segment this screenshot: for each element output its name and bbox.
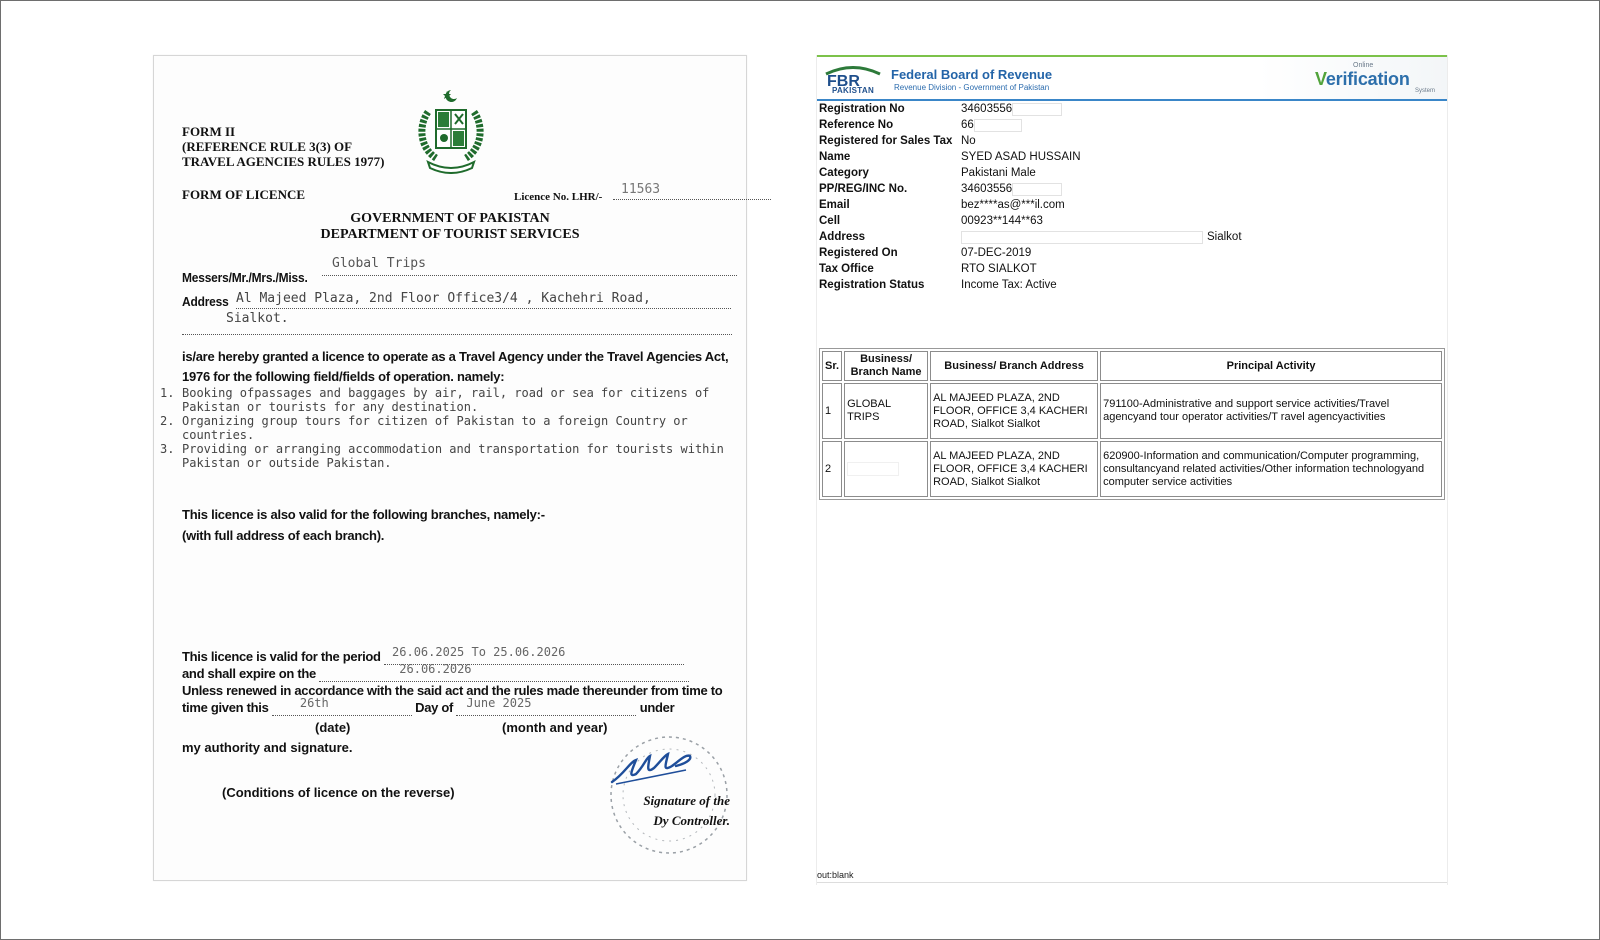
info-row-address <box>819 229 1439 245</box>
branches-note: (with full address of each branch). <box>182 528 385 543</box>
fbr-logo-icon <box>823 63 883 87</box>
info-row-email <box>819 197 1439 213</box>
info-label: Name <box>819 151 851 163</box>
name-value: SYED ASAD HUSSAIN <box>961 151 1081 163</box>
licensee-name: Global Trips <box>322 256 737 276</box>
cell-sr: 2 <box>822 441 842 497</box>
info-value <box>961 229 1242 245</box>
info-row-cell <box>819 213 1439 229</box>
info-label: Category <box>819 167 869 179</box>
licensee-address <box>226 289 756 329</box>
column-header-principal-activity: Principal Activity <box>1100 351 1442 381</box>
expiry-row <box>182 662 742 682</box>
form-heading-line: FORM II <box>182 124 236 139</box>
fields-of-operation-list <box>160 386 740 470</box>
redaction-mask <box>847 462 899 476</box>
info-label: Cell <box>819 215 841 227</box>
form-heading-line: TRAVEL AGENCIES RULES 1977) <box>182 154 385 169</box>
verification-check-v: V <box>1315 69 1326 89</box>
sales-tax-value: No <box>961 135 976 147</box>
under-label: under <box>639 700 675 715</box>
table-row <box>822 441 1442 497</box>
given-label: time given this <box>182 700 269 715</box>
signature-line: Signature of the <box>643 793 730 808</box>
category-value: Pakistani Male <box>961 167 1036 179</box>
given-day-value: 26th <box>299 696 329 710</box>
expire-value: 26.06.2026 <box>399 662 472 676</box>
info-row-name <box>819 149 1439 165</box>
browser-footer-url: out:blank <box>817 870 854 880</box>
table-row <box>822 383 1442 439</box>
valid-period-value: 26.06.2025 To 25.06.2026 <box>392 645 566 659</box>
info-value <box>961 101 1062 117</box>
verification-online-label: Online <box>1353 62 1374 69</box>
footer-divider <box>817 882 1447 883</box>
field-item <box>160 414 740 442</box>
table-header-row <box>822 351 1442 381</box>
info-label: Tax Office <box>819 263 874 275</box>
field-item <box>160 386 740 414</box>
registration-no-value: 34603556 <box>961 103 1013 115</box>
reference-no-value: 66 <box>961 119 974 131</box>
cell-branch-name: GLOBAL TRIPS <box>844 383 928 439</box>
info-row-registered-on <box>819 245 1439 261</box>
conditions-note: (Conditions of licence on the reverse) <box>222 785 455 800</box>
branches-statement <box>182 504 545 546</box>
day-of-label: Day of <box>415 700 454 715</box>
info-row-tax-office <box>819 261 1439 277</box>
info-row-pp-reg-inc <box>819 181 1439 197</box>
pakistan-emblem-icon <box>414 86 488 174</box>
fbr-subtitle: Revenue Division - Government of Pakistan <box>894 83 1050 92</box>
verification-system-label: System <box>1414 88 1435 94</box>
tax-office-value: RTO SIALKOT <box>961 263 1037 275</box>
department-line: DEPARTMENT OF TOURIST SERVICES <box>320 227 580 242</box>
field-item <box>160 442 740 470</box>
column-header-branch-address: Business/ Branch Address <box>930 351 1098 381</box>
month-year-caption: (month and year) <box>502 720 608 735</box>
field-text: Organizing group tours for citizen of Pakistan to a foreign Country or countries. <box>182 414 688 442</box>
signature-caption <box>630 791 730 831</box>
field-number: 3. <box>160 442 175 456</box>
cell-branch-address: AL MAJEED PLAZA, 2ND FLOOR, OFFICE 3,4 KACHERI ROAD, Sialkot Sialkot <box>930 383 1098 439</box>
info-label: PP/REG/INC No. <box>819 183 908 195</box>
cell-sr: 1 <box>822 383 842 439</box>
email-value: bez****as@***il.com <box>961 199 1065 211</box>
travel-agency-licence-document <box>153 55 747 881</box>
address-dotted-line <box>182 334 732 335</box>
info-value <box>961 117 1022 133</box>
handwritten-signature-icon <box>606 746 696 788</box>
validity-section <box>182 645 742 716</box>
grant-statement: is/are hereby granted a licence to operate as a Travel Agency under the Travel Agencies Act, 1976 for the following field/fields of operation. namely: <box>182 349 729 384</box>
column-header-sr: Sr. <box>822 351 842 381</box>
messers-label: Messers/Mr./Mrs./Miss. <box>182 270 308 285</box>
redaction-mask <box>1012 103 1062 116</box>
branches-line: This licence is also valid for the following branches, namely:- <box>182 507 545 522</box>
form-of-licence-title: FORM OF LICENCE <box>182 187 306 202</box>
info-label: Reference No <box>819 119 894 131</box>
taxpayer-info <box>819 101 1439 293</box>
field-number: 2. <box>160 414 175 428</box>
licence-no-label: Licence No. LHR/- <box>514 191 603 203</box>
redaction-mask <box>961 231 1203 244</box>
info-row-registration-no <box>819 101 1439 117</box>
given-day-field <box>272 696 412 716</box>
info-label: Email <box>819 199 850 211</box>
fbr-logo-subtext: PAKISTAN <box>831 86 875 95</box>
business-branches-table <box>819 348 1445 500</box>
authority-text: my authority and signature. <box>182 740 353 755</box>
valid-period-label: This licence is valid for the period <box>182 649 381 664</box>
cell-principal-activity: 791100-Administrative and support service activities/Travel agencyand tour operator activities/T ravel agencyactivities <box>1100 383 1442 439</box>
expire-label: and shall expire on the <box>182 666 316 681</box>
date-caption: (date) <box>315 720 351 735</box>
address-label: Address <box>182 294 229 309</box>
verification-wordmark <box>1315 69 1410 90</box>
address-value: Sialkot <box>1207 231 1242 243</box>
cell-branch-address: AL MAJEED PLAZA, 2ND FLOOR, OFFICE 3,4 KACHERI ROAD, Sialkot Sialkot <box>930 441 1098 497</box>
info-label: Address <box>819 231 866 243</box>
info-row-registration-status <box>819 277 1439 293</box>
info-label: Registered On <box>819 247 898 259</box>
registration-status-value: Income Tax: Active <box>961 279 1057 291</box>
field-number: 1. <box>160 386 175 400</box>
registered-on-value: 07-DEC-2019 <box>961 247 1032 259</box>
issuing-authority <box>154 211 746 243</box>
online-verification-logo <box>1315 61 1435 97</box>
fbr-title: Federal Board of Revenue <box>891 67 1053 82</box>
cell-principal-activity: 620900-Information and communication/Computer programming, consultancyand related activities/Other information technologyand computer service activities <box>1100 441 1442 497</box>
given-row <box>182 696 742 716</box>
redaction-mask <box>974 119 1022 132</box>
signature-title: Dy Controller. <box>653 813 730 828</box>
info-value <box>961 181 1062 197</box>
field-text: Booking ofpassages and baggages by air, rail, road or sea for citizens of Pakistan or tourists for any destination. <box>182 386 710 414</box>
verification-word: erification <box>1325 69 1410 89</box>
info-label: Registration No <box>819 103 905 115</box>
month-year-field <box>456 696 636 716</box>
info-label: Registered for Sales Tax <box>819 135 953 147</box>
info-row-sales-tax <box>819 133 1439 149</box>
licence-no-value: 11563 <box>613 182 771 200</box>
fbr-verification-page <box>816 55 1448 885</box>
pp-reg-inc-value: 34603556 <box>961 183 1013 195</box>
info-label: Registration Status <box>819 279 925 291</box>
form-heading <box>182 124 384 169</box>
form-heading-line: (REFERENCE RULE 3(3) OF <box>182 139 353 154</box>
address-line: Al Majeed Plaza, 2nd Floor Office3/4 , Kachehri Road, <box>236 291 651 306</box>
cell-branch-name <box>844 441 928 497</box>
column-header-branch-name: Business/ Branch Name <box>844 351 928 381</box>
info-row-category <box>819 165 1439 181</box>
address-line: Sialkot. <box>226 311 289 326</box>
info-row-reference-no <box>819 117 1439 133</box>
gov-line: GOVERNMENT OF PAKISTAN <box>350 211 550 226</box>
redaction-mask <box>1012 183 1062 196</box>
fbr-logo-text: FBR <box>827 73 860 87</box>
expiry-field <box>319 662 689 682</box>
fbr-header <box>817 55 1447 101</box>
month-year-value: June 2025 <box>466 696 532 710</box>
renew-text: Unless renewed in accordance with the said act and the rules made thereunder from time to <box>182 683 723 698</box>
cell-value: 00923**144**63 <box>961 215 1043 227</box>
field-text: Providing or arranging accommodation and transportation for tourists within Pakistan or outside Pakistan. <box>182 442 724 470</box>
